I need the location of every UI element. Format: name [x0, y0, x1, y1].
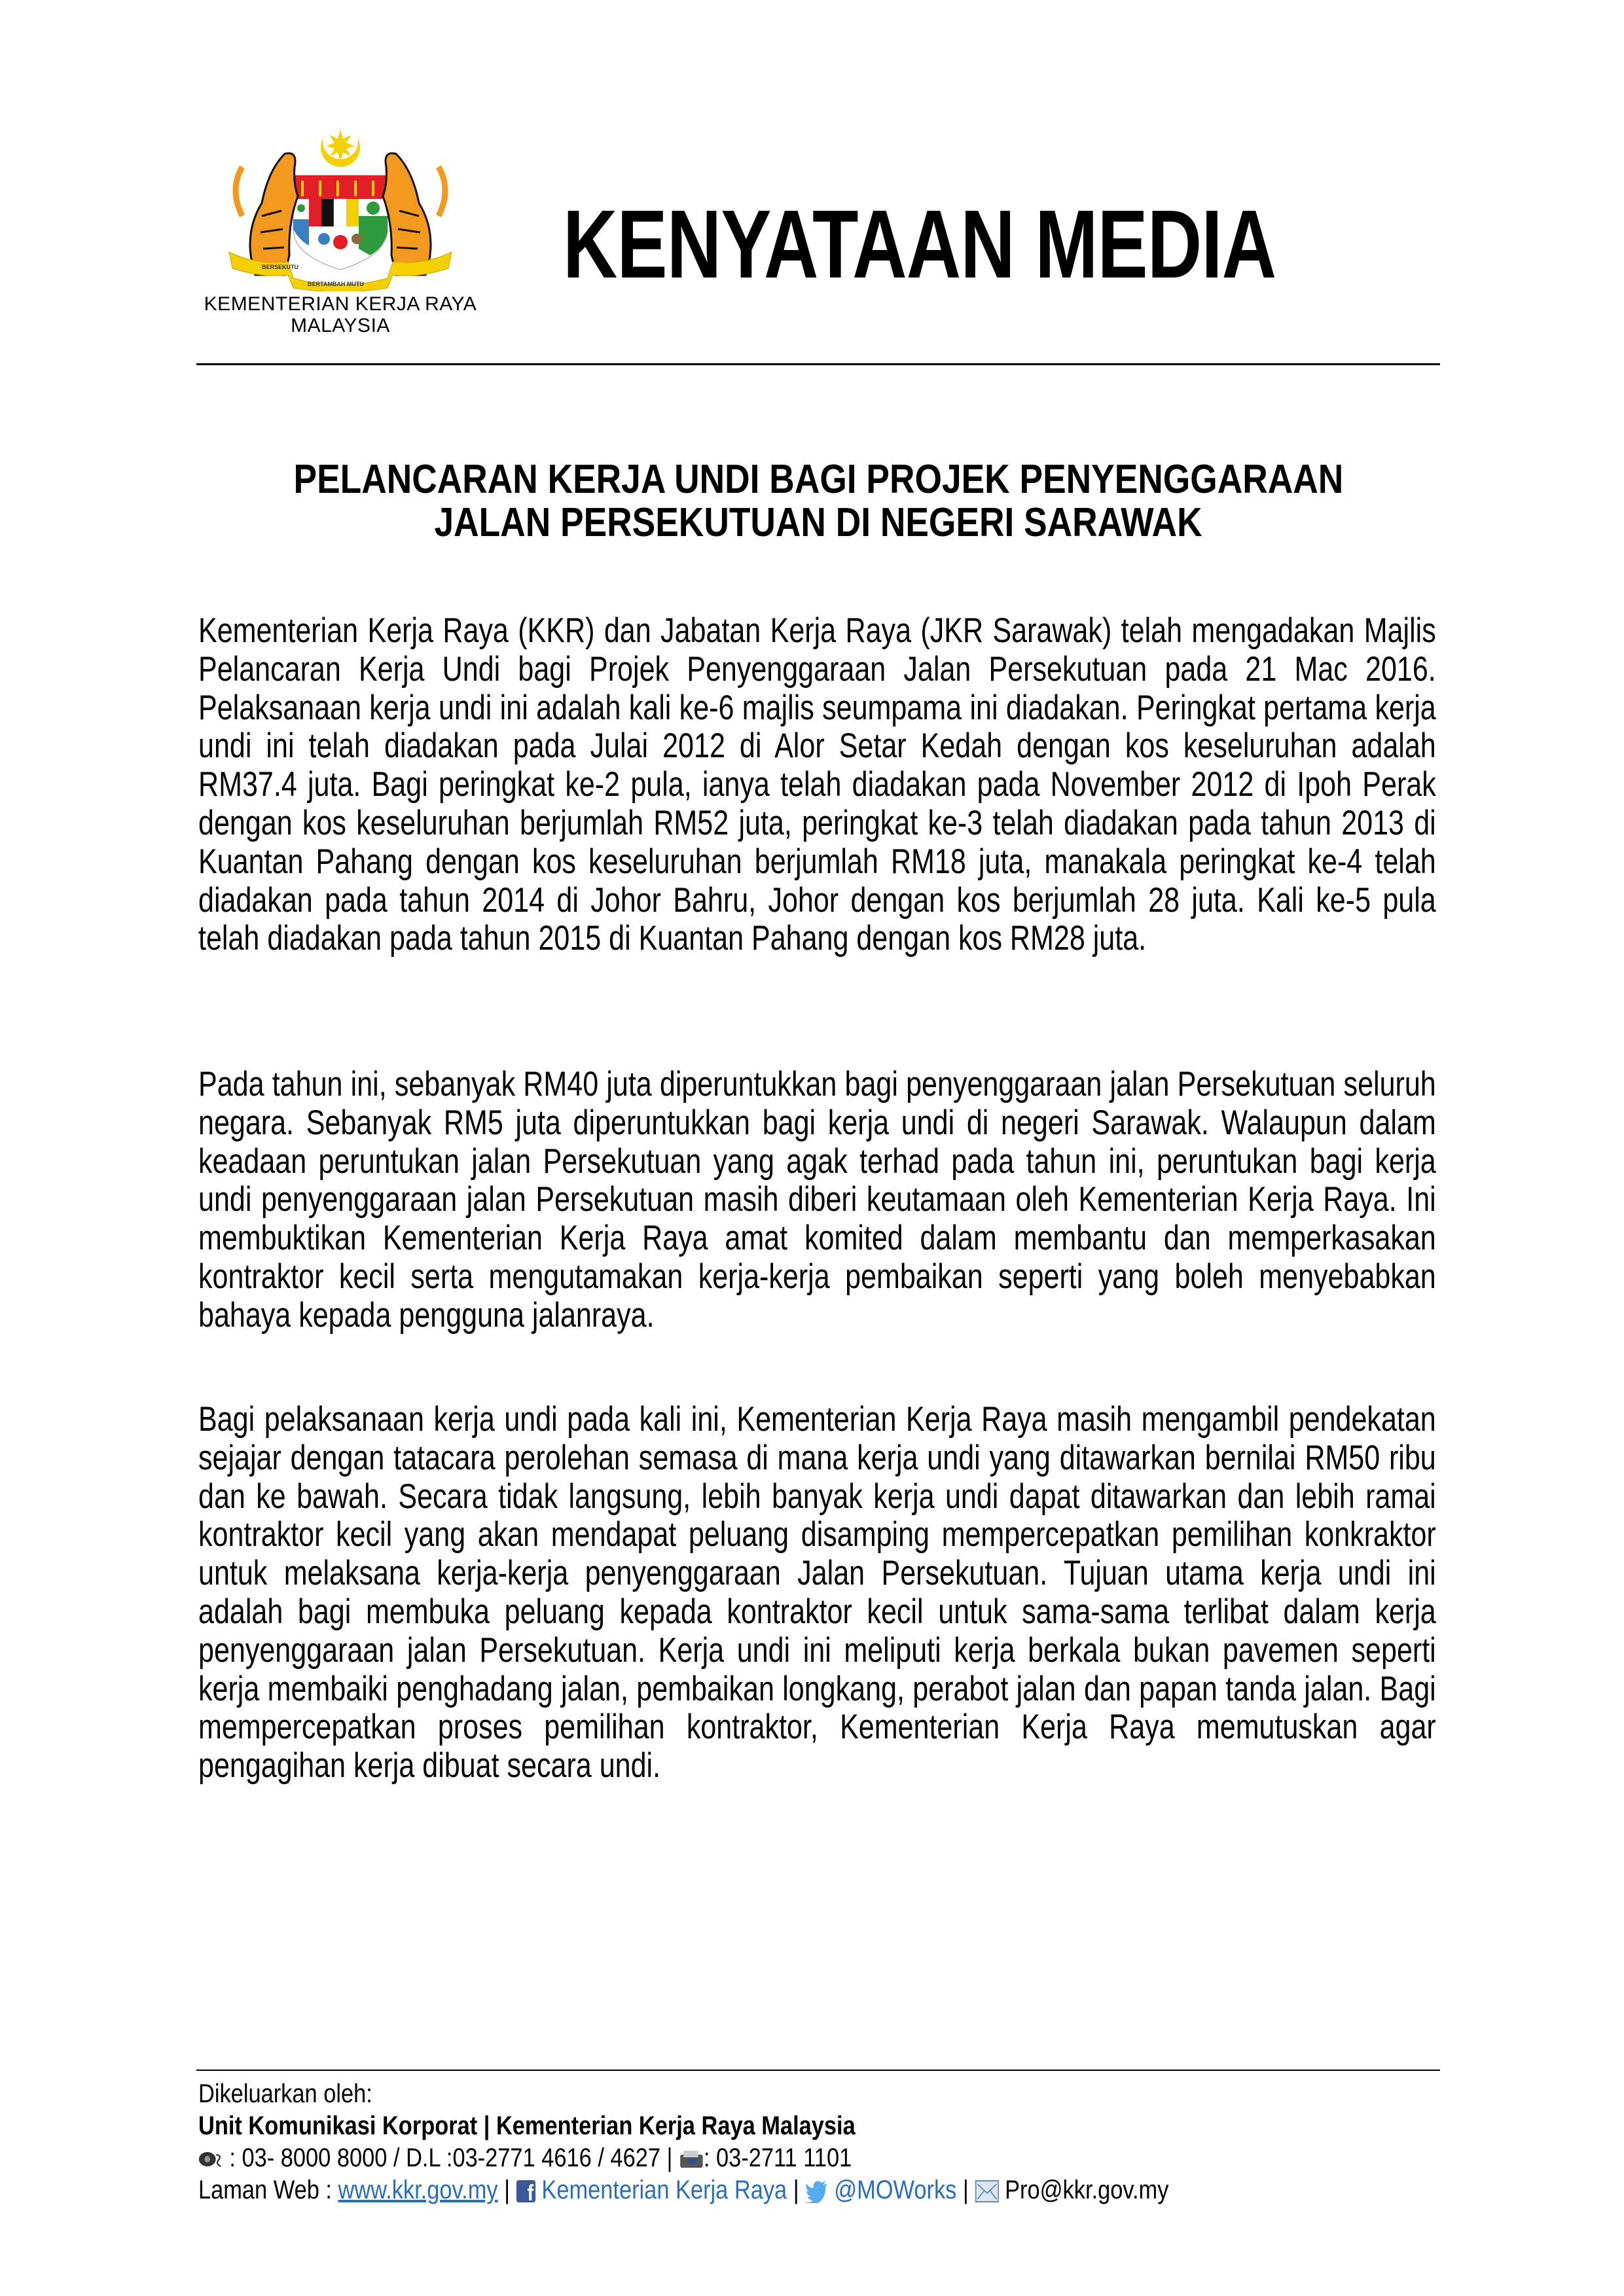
- issued-by-label: Dikeluarkan oleh:: [198, 2079, 372, 2108]
- paragraph-text: Kementerian Kerja Raya (KKR) dan Jabatan Kerja Raya (JKR Sarawak) telah mengadakan Majlis Pelancaran Kerja Undi bagi Projek Penyenggaraan Jalan Persekutuan pada 21 Mac 2016. Pelaksanaan kerja undi ini adalah kali ke-6 majlis seumpama ini diadakan. Peringkat pertama kerja undi ini telah diadakan pada Julai 2012 di Alor Setar Kedah dengan kos keseluruhan adalah RM37.4 juta. Bagi peringkat ke-2 pula, ianya telah diadakan pada November 2012 di Ipoh Perak dengan kos keseluruhan berjumlah RM52 juta, peringkat ke-3 telah diadakan pada tahun 2013 di Kuantan Pahang dengan kos keseluruhan berjumlah RM18 juta, manakala peringkat ke-4 telah diadakan pada tahun 2014 di Johor Bahru, Johor dengan kos berjumlah 28 juta. Kali ke-5 pula telah diadakan pada tahun 2015 di Kuantan Pahang dengan kos RM28 juta.: [198, 611, 1436, 958]
- contact-row: [198, 2142, 1296, 2174]
- email-icon[interactable]: [975, 2180, 998, 2202]
- fax-icon: [679, 2149, 704, 2169]
- coat-of-arms-icon: [216, 124, 465, 291]
- footer: [198, 2078, 1475, 2206]
- facebook-icon[interactable]: f: [516, 2180, 535, 2202]
- ministry-logo: [190, 124, 491, 340]
- issuer: Unit Komunikasi Korporat | Kementerian Kerja Raya Malaysia: [198, 2111, 856, 2140]
- logo-caption-line2: MALAYSIA: [291, 315, 390, 336]
- separator: |: [956, 2176, 975, 2204]
- footer-divider: [196, 2070, 1440, 2071]
- email-link[interactable]: Pro@kkr.gov.my: [998, 2176, 1169, 2204]
- logo-caption: [190, 293, 491, 336]
- motto-center: BERTAMBAH MUTU: [308, 281, 364, 287]
- page-title: KENYATAAN MEDIA: [563, 190, 1276, 298]
- phone-text: : 03- 8000 8000 / D.L :03-2771 4616 / 4627 |: [223, 2144, 679, 2172]
- header-divider: [196, 363, 1440, 365]
- document-title: [196, 458, 1440, 545]
- paragraph-2: [198, 1066, 1435, 1335]
- links-row: [198, 2174, 1296, 2206]
- twitter-icon[interactable]: [805, 2179, 827, 2203]
- paragraph-text: Bagi pelaksanaan kerja undi pada kali ini, Kementerian Kerja Raya masih mengambil pendekatan sejajar dengan tatacara perolehan semasa di mana kerja undi yang ditawarkan bernilai RM50 ribu dan ke bawah. Secara tidak langsung, lebih banyak kerja undi dapat ditawarkan dan lebih ramai kontraktor kecil yang akan mendapat peluang disamping mempercepatkan pemilihan konkraktor untuk melaksana kerja-kerja penyenggaraan Jalan Persekutuan. Tujuan utama kerja undi ini adalah bagi membuka peluang kepada kontraktor kecil untuk sama-sama terlibat dalam kerja penyenggaraan jalan Persekutuan. Kerja undi ini meliputi kerja berkala bukan pavemen seperti kerja membaiki penghadang jalan, pembaikan longkang, perabot jalan dan papan tanda jalan. Bagi mempercepatkan proses pemilihan kontraktor, Kementerian Kerja Raya memutuskan agar pengagihan kerja dibuat secara undi.: [198, 1400, 1436, 1785]
- telephone-icon: [198, 2149, 223, 2169]
- document-title-line2: JALAN PERSEKUTUAN DI NEGERI SARAWAK: [434, 500, 1202, 545]
- paragraph-3: [198, 1401, 1435, 1785]
- separator: |: [497, 2176, 516, 2204]
- twitter-link[interactable]: @MOWorks: [827, 2176, 957, 2204]
- document-title-line1: PELANCARAN KERJA UNDI BAGI PROJEK PENYENGGARAAN: [293, 457, 1343, 502]
- motto-left: BERSEKUTU: [262, 264, 299, 270]
- separator: |: [787, 2176, 806, 2204]
- paragraph-text: Pada tahun ini, sebanyak RM40 juta diperuntukkan bagi penyenggaraan jalan Persekutuan seluruh negara. Sebanyak RM5 juta diperuntukkan bagi kerja undi di negeri Sarawak. Walaupun dalam keadaan peruntukan jalan Persekutuan yang agak terhad pada tahun ini, peruntukan bagi kerja undi penyenggaraan jalan Persekutuan masih diberi keutamaan oleh Kementerian Kerja Raya. Ini membuktikan Kementerian Kerja Raya amat komited dalam membantu dan memperkasakan kontraktor kecil serta mengutamakan kerja-kerja pembaikan seperti yang boleh menyebabkan bahaya kepada pengguna jalanraya.: [198, 1065, 1436, 1335]
- logo-caption-line1: KEMENTERIAN KERJA RAYA: [204, 293, 477, 315]
- web-label: Laman Web :: [198, 2176, 338, 2204]
- fax-text: : 03-2711 1101: [703, 2144, 852, 2172]
- website-link[interactable]: www.kkr.gov.my: [338, 2176, 498, 2204]
- facebook-link[interactable]: Kementerian Kerja Raya: [535, 2176, 787, 2204]
- paragraph-1: [198, 612, 1435, 958]
